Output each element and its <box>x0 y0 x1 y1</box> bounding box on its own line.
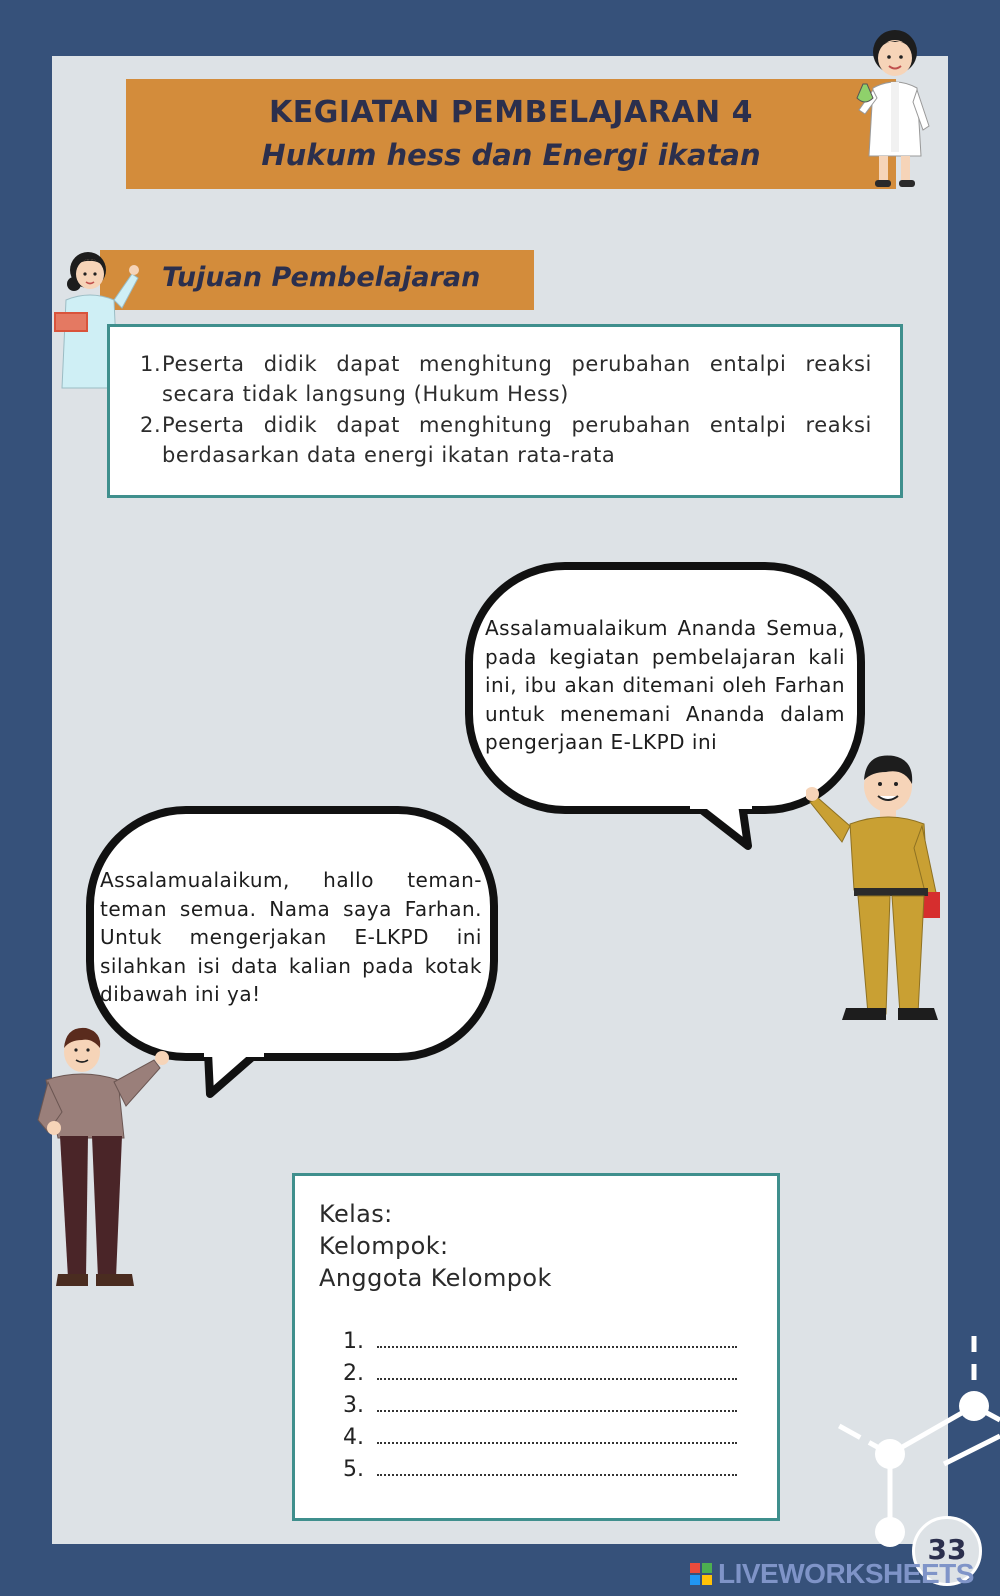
title-banner <box>126 79 896 189</box>
list-item[interactable] <box>343 1390 737 1422</box>
goals-heading: Tujuan Pembelajaran <box>162 262 481 293</box>
goal-number: 1. <box>140 352 162 376</box>
group-info-fields <box>319 1198 552 1294</box>
member-number: 4. <box>343 1425 364 1450</box>
member-number: 3. <box>343 1393 364 1418</box>
member-field[interactable] <box>377 1392 737 1412</box>
member-field[interactable] <box>377 1360 737 1380</box>
page-number: 33 <box>912 1516 982 1586</box>
group-info-box <box>292 1173 780 1521</box>
student-speech-text: Assalamualaikum, hallo teman-teman semua. Nama saya Farhan. Untuk mengerjakan E-LKPD ini silahkan isi data kalian pada kotak dibawah ini ya! <box>100 868 482 1006</box>
member-field[interactable] <box>377 1424 737 1444</box>
list-item[interactable] <box>343 1422 737 1454</box>
scientist-woman-illustration <box>855 26 935 192</box>
member-list <box>343 1326 737 1486</box>
member-number: 2. <box>343 1361 364 1386</box>
farhan-character-illustration <box>806 752 946 1024</box>
goals-banner <box>100 250 534 310</box>
list-item[interactable] <box>343 1358 737 1390</box>
page-title: KEGIATAN PEMBELAJARAN 4 <box>269 95 753 130</box>
member-number: 1. <box>343 1329 364 1354</box>
member-field[interactable] <box>377 1328 737 1348</box>
goal-text: Peserta didik dapat menghitung perubahan entalpi reaksi secara tidak langsung (Hukum Hess) <box>162 352 872 406</box>
speech-tail-icon <box>196 1048 266 1100</box>
teacher-speech-bubble <box>465 562 865 814</box>
student-boy-illustration <box>36 1020 176 1298</box>
learning-goals-box <box>107 324 903 498</box>
learning-goals-list <box>142 349 872 471</box>
page-subtitle: Hukum hess dan Energi ikatan <box>261 138 761 172</box>
speech-tail-icon <box>690 800 760 852</box>
kelompok-label[interactable]: Kelompok: <box>319 1232 449 1260</box>
watermark-text: LIVEWORKSHEETS <box>718 1558 974 1589</box>
list-item[interactable] <box>343 1454 737 1486</box>
list-item[interactable] <box>343 1326 737 1358</box>
kelas-label[interactable]: Kelas: <box>319 1200 393 1228</box>
member-number: 5. <box>343 1457 364 1482</box>
goal-number: 2. <box>140 413 162 437</box>
member-field[interactable] <box>377 1456 737 1476</box>
teacher-speech-text: Assalamualaikum Ananda Semua, pada kegiatan pembelajaran kali ini, ibu akan ditemani oleh Farhan untuk menemani Ananda dalam pengerjaan E-LKPD ini <box>485 616 845 754</box>
goal-text: Peserta didik dapat menghitung perubahan entalpi reaksi berdasarkan data energi ikatan rata-rata <box>162 413 872 467</box>
list-item <box>142 410 872 470</box>
list-item <box>142 349 872 409</box>
molecule-decoration-icon <box>832 1336 1000 1560</box>
liveworksheets-logo-icon <box>690 1563 712 1585</box>
anggota-label: Anggota Kelompok <box>319 1264 552 1292</box>
watermark <box>690 1558 974 1592</box>
